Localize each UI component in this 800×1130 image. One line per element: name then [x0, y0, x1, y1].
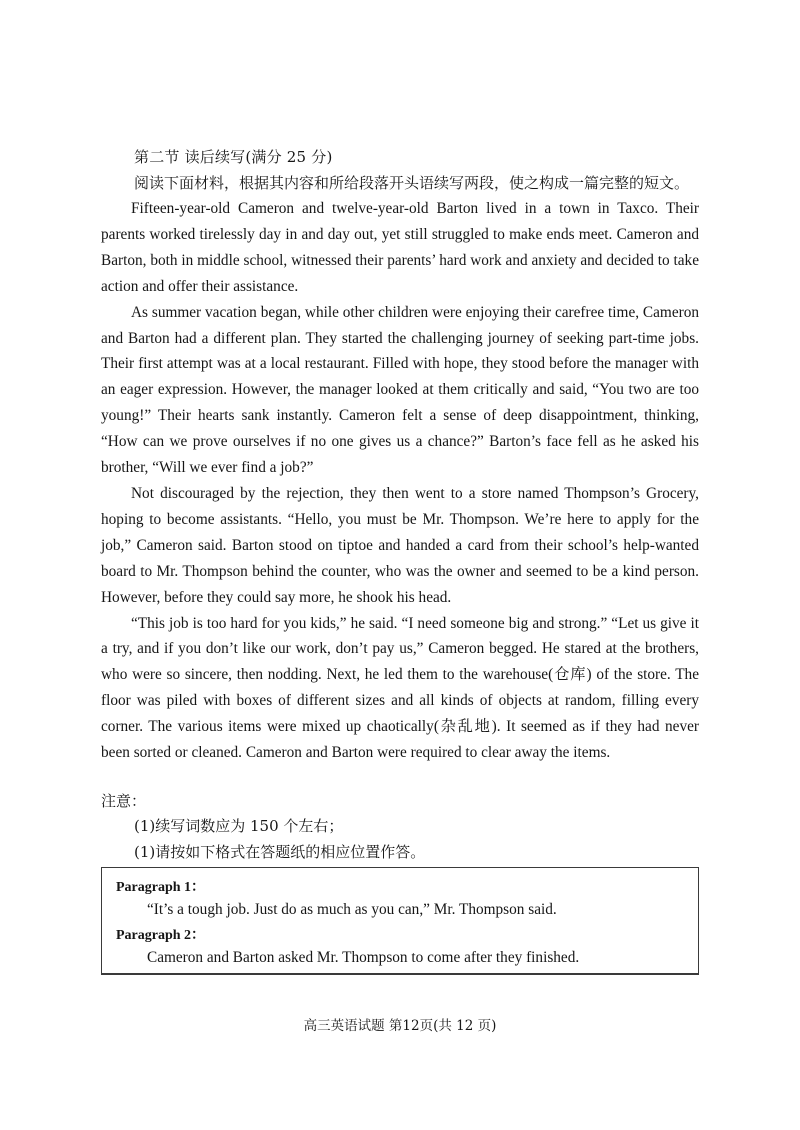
story-paragraph: As summer vacation began, while other children were enjoying their carefree time, Cameron and Barton had a different plan. They started the challenging journey of seeking part-time jobs. Their first attempt was at a local restaurant. Filled with hope, they stood before the manager with an eager expression. However, the manager looked at them critically and said, “You two are too young!” Their hearts sank instantly. Cameron felt a sense of deep disappointment, thinking, “How can we prove ourselves if no one gives us a chance?” Barton’s face fell as he asked his brother, “Will we ever find a job?” — [101, 303, 699, 477]
story-paragraph: Fifteen-year-old Cameron and twelve-year-old Barton lived in a town in Taxco. Their parents worked tirelessly day in and day out, yet still struggled to make ends meet. Cameron and Barton, both in middle school, witnessed their parents’ hard work and anxiety and decided to take action and offer their assistance. — [101, 200, 699, 295]
paragraph-2-label: Paragraph 2： — [116, 928, 206, 943]
page-footer: 高三英语试题 第12页(共 12 页) — [303, 1018, 497, 1034]
note-item: (1)续写词数应为 150 个左右； — [134, 817, 344, 835]
paragraph-1-opening: “It’s a tough job. Just do as much as you can,” Mr. Thompson said. — [147, 901, 557, 918]
paragraph-1-label: Paragraph 1： — [116, 880, 206, 895]
note-item: (1)请按如下格式在答题纸的相应位置作答。 — [134, 843, 426, 861]
section-instruction: 阅读下面材料，根据其内容和所给段落开头语续写两段，使之构成一篇完整的短文。 — [134, 174, 690, 192]
story-paragraph: “This job is too hard for you kids,” he said. “I need someone big and strong.” “Let us give it a try, and if you don’t like our work, don’t pay us,” Cameron begged. He stared at the brothers, who were so sincere, then nodding. Next, he led them to the warehouse(仓库) of the store. The floor was piled with boxes of different sizes and all kinds of objects at random, filling every corner. The various items were mixed up chaotically(杂乱地). It seemed as if they had never been sorted or cleaned. Cameron and Barton were required to clear away the items. — [101, 614, 699, 762]
section-title: 第二节 读后续写(满分 25 分) — [134, 148, 333, 166]
answer-format-box — [101, 867, 699, 975]
notes-title: 注意： — [101, 792, 147, 810]
story-paragraph: Not discouraged by the rejection, they then went to a store named Thompson’s Grocery, hoping to become assistants. “Hello, you must be Mr. Thompson. We’re here to apply for the job,” Cameron said. Barton stood on tiptoe and handed a card from their school’s help-wanted board to Mr. Thompson behind the counter, who was the owner and seemed to be a kind person. However, before they could say more, he shook his head. — [101, 484, 699, 606]
story-text — [101, 196, 699, 766]
paragraph-2-opening: Cameron and Barton asked Mr. Thompson to come after they finished. — [147, 949, 580, 966]
